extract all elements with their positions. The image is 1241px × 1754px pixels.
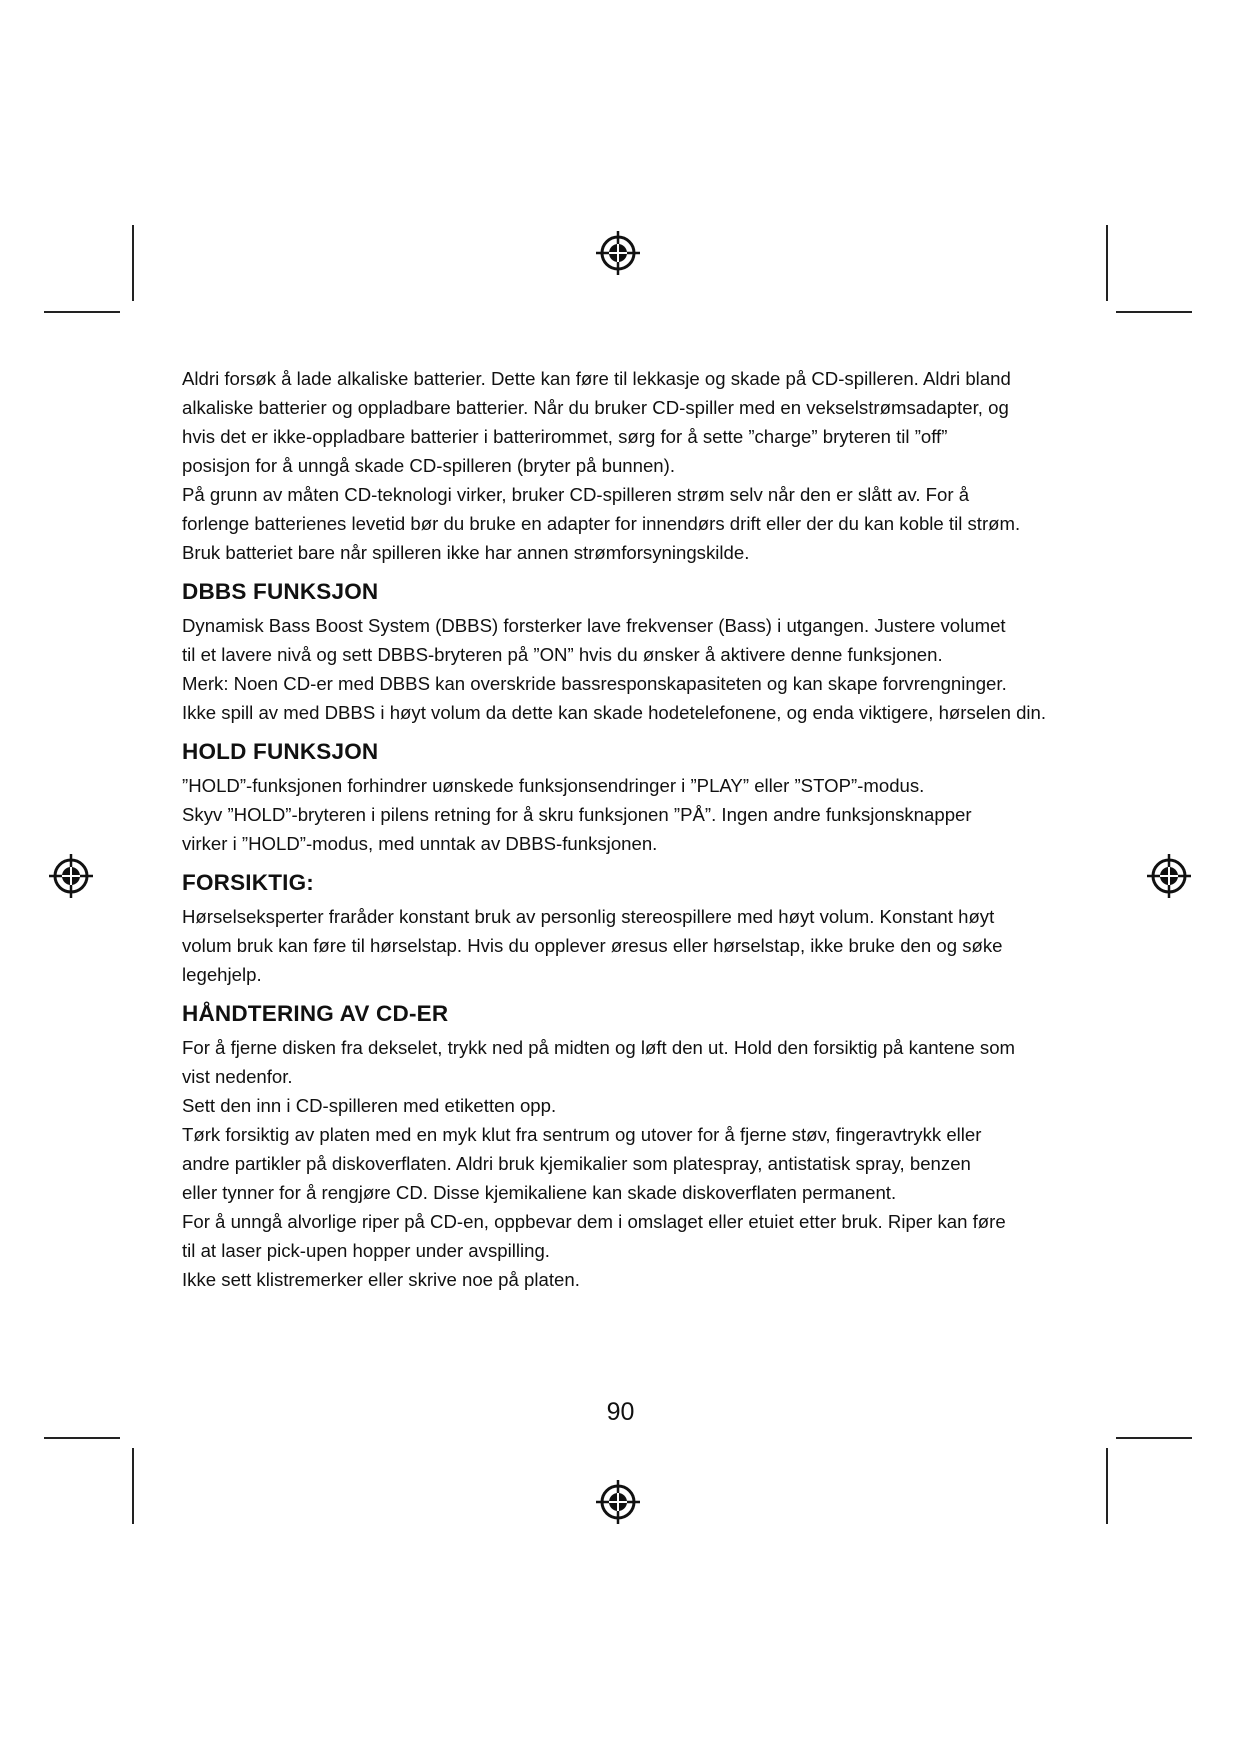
- text-line: volum bruk kan føre til hørselstap. Hvis du opplever øresus eller hørselstap, ikke bruke den og søke: [182, 935, 1003, 956]
- registration-mark-right-icon: [1146, 853, 1192, 899]
- text-line: forlenge batterienes levetid bør du bruke en adapter for innendørs drift eller der du kan koble til strøm.: [182, 513, 1021, 534]
- registration-mark-bottom-icon: [595, 1479, 641, 1525]
- crop-mark-top-left-vertical: [132, 225, 134, 301]
- text-line: legehjelp.: [182, 964, 262, 985]
- text-line: Dynamisk Bass Boost System (DBBS) forsterker lave frekvenser (Bass) i utgangen. Justere volumet: [182, 615, 1006, 636]
- crop-mark-top-right-horizontal: [1116, 311, 1192, 313]
- text-line: På grunn av måten CD-teknologi virker, bruker CD-spilleren strøm selv når den er slått av. For å: [182, 484, 970, 505]
- text-line: Skyv ”HOLD”-bryteren i pilens retning for å skru funksjonen ”PÅ”. Ingen andre funksjonsknapper: [182, 804, 972, 825]
- text-line: alkaliske batterier og oppladbare batterier. Når du bruker CD-spiller med en vekselstrømsadapter, og: [182, 397, 1009, 418]
- section-heading: HÅNDTERING AV CD-ER: [182, 1001, 449, 1026]
- section-cd-handling: [182, 995, 1072, 1294]
- text-line: Bruk batteriet bare når spilleren ikke har annen strømforsyningskilde.: [182, 542, 750, 563]
- page-number: 90: [606, 1398, 635, 1426]
- text-line: Sett den inn i CD-spilleren med etiketten opp.: [182, 1095, 557, 1116]
- text-line: For å fjerne disken fra dekselet, trykk ned på midten og løft den ut. Hold den forsiktig på kantene som: [182, 1037, 1016, 1058]
- crop-mark-bottom-right-vertical: [1106, 1448, 1108, 1524]
- intro-paragraph: [182, 364, 1072, 567]
- section-heading: HOLD FUNKSJON: [182, 739, 379, 764]
- crop-mark-bottom-left-vertical: [132, 1448, 134, 1524]
- section-heading: DBBS FUNKSJON: [182, 579, 379, 604]
- section-hold: [182, 733, 1072, 858]
- crop-mark-bottom-left-horizontal: [44, 1437, 120, 1439]
- text-line: Hørselseksperter fraråder konstant bruk av personlig stereospillere med høyt volum. Konstant høyt: [182, 906, 995, 927]
- crop-mark-bottom-right-horizontal: [1116, 1437, 1192, 1439]
- registration-mark-left-icon: [48, 853, 94, 899]
- section-dbbs: [182, 573, 1072, 727]
- text-line: til et lavere nivå og sett DBBS-bryteren på ”ON” hvis du ønsker å aktivere denne funksjonen.: [182, 644, 943, 665]
- document-body: [182, 364, 1072, 1294]
- crop-mark-top-left-horizontal: [44, 311, 120, 313]
- section-caution: [182, 864, 1072, 989]
- text-line: ”HOLD”-funksjonen forhindrer uønskede funksjonsendringer i ”PLAY” eller ”STOP”-modus.: [182, 775, 925, 796]
- text-line: virker i ”HOLD”-modus, med unntak av DBBS-funksjonen.: [182, 833, 658, 854]
- text-line: hvis det er ikke-oppladbare batterier i batterirommet, sørg for å sette ”charge” bryteren til ”off”: [182, 426, 948, 447]
- text-line: andre partikler på diskoverflaten. Aldri bruk kjemikalier som platespray, antistatisk spray, benzen: [182, 1153, 971, 1174]
- text-line: til at laser pick-upen hopper under avspilling.: [182, 1240, 550, 1261]
- text-line: Merk: Noen CD-er med DBBS kan overskride bassresponskapasiteten og kan skape forvrengninger.: [182, 673, 1007, 694]
- text-line: Ikke sett klistremerker eller skrive noe på platen.: [182, 1269, 580, 1290]
- text-line: eller tynner for å rengjøre CD. Disse kjemikaliene kan skade diskoverflaten permanent.: [182, 1182, 897, 1203]
- text-line: Tørk forsiktig av platen med en myk klut fra sentrum og utover for å fjerne støv, fingeravtrykk eller: [182, 1124, 982, 1145]
- text-line: For å unngå alvorlige riper på CD-en, oppbevar dem i omslaget eller etuiet etter bruk. Riper kan føre: [182, 1211, 1006, 1232]
- section-heading: FORSIKTIG:: [182, 870, 314, 895]
- text-line: vist nedenfor.: [182, 1066, 293, 1087]
- registration-mark-top-icon: [595, 230, 641, 276]
- text-line: Aldri forsøk å lade alkaliske batterier. Dette kan føre til lekkasje og skade på CD-spilleren. Aldri bland: [182, 368, 1011, 389]
- crop-mark-top-right-vertical: [1106, 225, 1108, 301]
- text-line: Ikke spill av med DBBS i høyt volum da dette kan skade hodetelefonene, og enda viktigere, hørselen din.: [182, 702, 1047, 723]
- text-line: posisjon for å unngå skade CD-spilleren (bryter på bunnen).: [182, 455, 676, 476]
